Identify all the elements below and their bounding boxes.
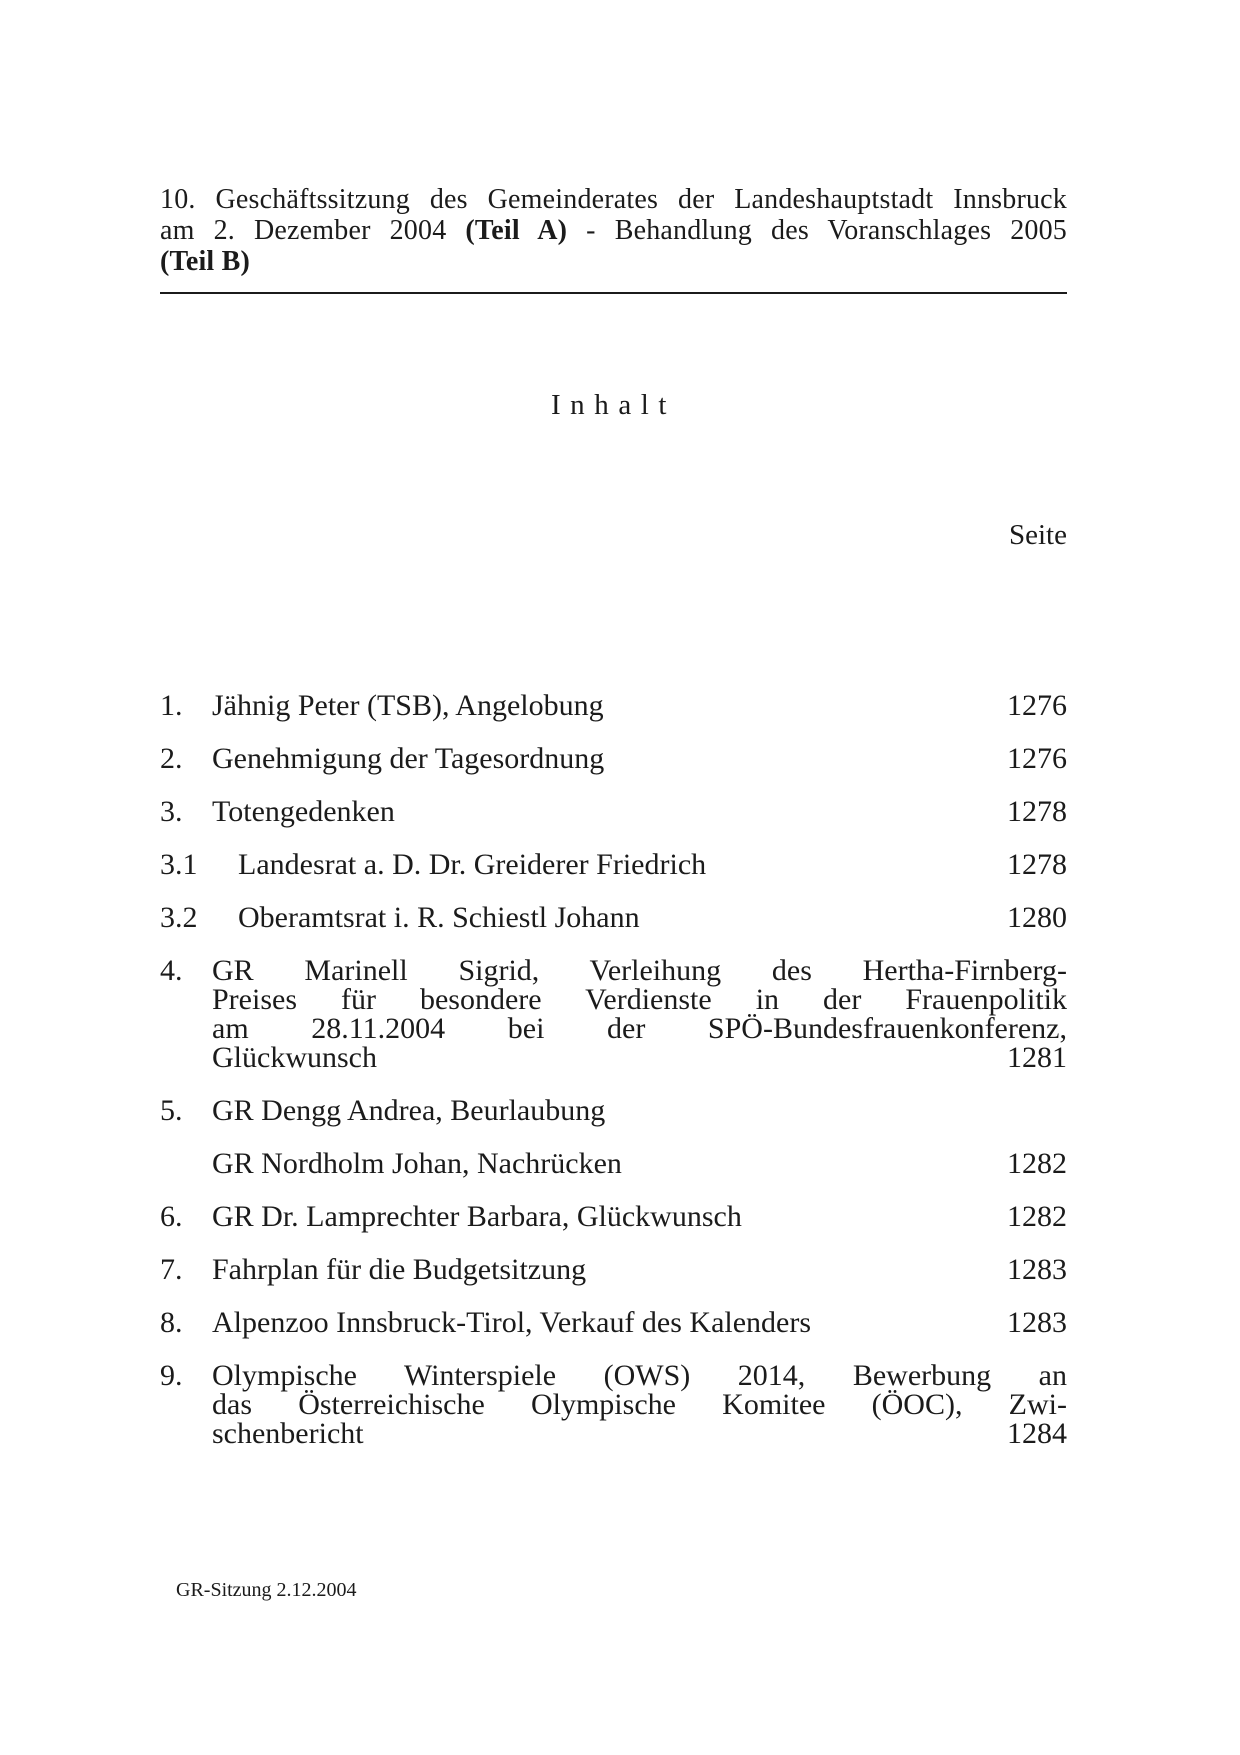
toc-item-page: 1278: [1007, 848, 1067, 881]
toc-item-text-line: Preises für besondere Verdienste in der Frauenpolitik: [212, 983, 1067, 1016]
title-underline: [160, 292, 1067, 294]
document-title-line: 10. Geschäftssitzung des Gemeinderates der Landeshauptstadt Innsbruck: [160, 184, 1067, 215]
toc-item-text-line: am 28.11.2004 bei der SPÖ-Bundesfrauenkonferenz,: [212, 1012, 1067, 1045]
toc-item-page: 1283: [1007, 1306, 1067, 1339]
toc-item-page: 1278: [1007, 795, 1067, 828]
toc-list: [160, 691, 1067, 1448]
toc-item-page: 1281: [1007, 1041, 1067, 1074]
toc-item-number: 8.: [160, 1306, 183, 1339]
toc-item-text-line: schenbericht: [212, 1417, 364, 1450]
toc-item-page: 1276: [1007, 689, 1067, 722]
toc-item-page: 1284: [1007, 1417, 1067, 1450]
toc-row: [160, 1255, 1067, 1284]
toc-item-page: 1283: [1007, 1253, 1067, 1286]
toc-item-page: 1282: [1007, 1200, 1067, 1233]
toc-item-text-line: GR Nordholm Johan, Nachrücken: [212, 1147, 622, 1180]
toc-item-page: 1280: [1007, 901, 1067, 934]
toc-item-text: [238, 903, 1067, 932]
toc-item-text: [212, 797, 1067, 826]
toc-item-number: 3.2: [160, 901, 198, 934]
toc-row: [160, 691, 1067, 720]
toc-item-text-line: Genehmigung der Tagesordnung: [212, 742, 605, 775]
page-column-label: Seite: [1009, 519, 1067, 551]
toc-item-text: [212, 1255, 1067, 1284]
toc-row: [160, 744, 1067, 773]
toc-row: [160, 1361, 1067, 1448]
toc-item-text: [212, 691, 1067, 720]
toc-row: [160, 1308, 1067, 1337]
toc-item-text-line: Oberamtsrat i. R. Schiestl Johann: [238, 901, 640, 934]
toc-item-text-line: Glückwunsch: [212, 1041, 377, 1074]
toc-item-text-line: GR Dr. Lamprechter Barbara, Glückwunsch: [212, 1200, 742, 1233]
toc-item-text: [212, 1096, 1067, 1125]
toc-item-text: [212, 1308, 1067, 1337]
toc-item-number: 5.: [160, 1094, 183, 1127]
document-title-line: am 2. Dezember 2004 (Teil A) - Behandlung des Voranschlages 2005: [160, 215, 1067, 246]
toc-item-number: 4.: [160, 954, 183, 987]
toc-item-page: 1276: [1007, 742, 1067, 775]
toc-item-text: [212, 1202, 1067, 1231]
toc-item-number: 3.: [160, 795, 183, 828]
toc-item-number: 9.: [160, 1359, 183, 1392]
toc-item-text-line: GR Marinell Sigrid, Verleihung des Hertha-Firnberg-: [212, 954, 1067, 987]
toc-item-number: 6.: [160, 1200, 183, 1233]
footer-note: GR-Sitzung 2.12.2004: [176, 1579, 357, 1601]
toc-item-text-line: Olympische Winterspiele (OWS) 2014, Bewerbung an: [212, 1359, 1067, 1392]
toc-item-text: [238, 850, 1067, 879]
toc-row: [160, 1096, 1067, 1125]
toc-item-text-line: Totengedenken: [212, 795, 395, 828]
toc-row: [160, 797, 1067, 826]
toc-item-number: 1.: [160, 689, 183, 722]
toc-row: [160, 850, 1067, 879]
contents-heading: Inhalt: [550, 389, 677, 421]
toc-row: [160, 1202, 1067, 1231]
toc-item-number: 7.: [160, 1253, 183, 1286]
toc-item-text-line: GR Dengg Andrea, Beurlaubung: [212, 1094, 606, 1127]
document-title-line: (Teil B): [160, 246, 251, 277]
toc-item-text: [212, 956, 1067, 1072]
toc-item-text-line: Jähnig Peter (TSB), Angelobung: [212, 689, 604, 722]
toc-item-page: 1282: [1007, 1147, 1067, 1180]
toc-item-text: [212, 1361, 1067, 1448]
toc-item-text: [212, 744, 1067, 773]
toc-row: [160, 903, 1067, 932]
toc-item-text-line: Alpenzoo Innsbruck-Tirol, Verkauf des Kalenders: [212, 1306, 812, 1339]
toc-item-text-line: das Österreichische Olympische Komitee (ÖOC), Zwi-: [212, 1388, 1067, 1421]
toc-item-number: 2.: [160, 742, 183, 775]
toc-row: [160, 956, 1067, 1072]
toc-item-text: [212, 1149, 1067, 1178]
toc-item-text-line: Landesrat a. D. Dr. Greiderer Friedrich: [238, 848, 707, 881]
toc-item-text-line: Fahrplan für die Budgetsitzung: [212, 1253, 587, 1286]
toc-row: [160, 1149, 1067, 1178]
document-title: [160, 0, 1067, 277]
toc-item-number: 3.1: [160, 848, 198, 881]
